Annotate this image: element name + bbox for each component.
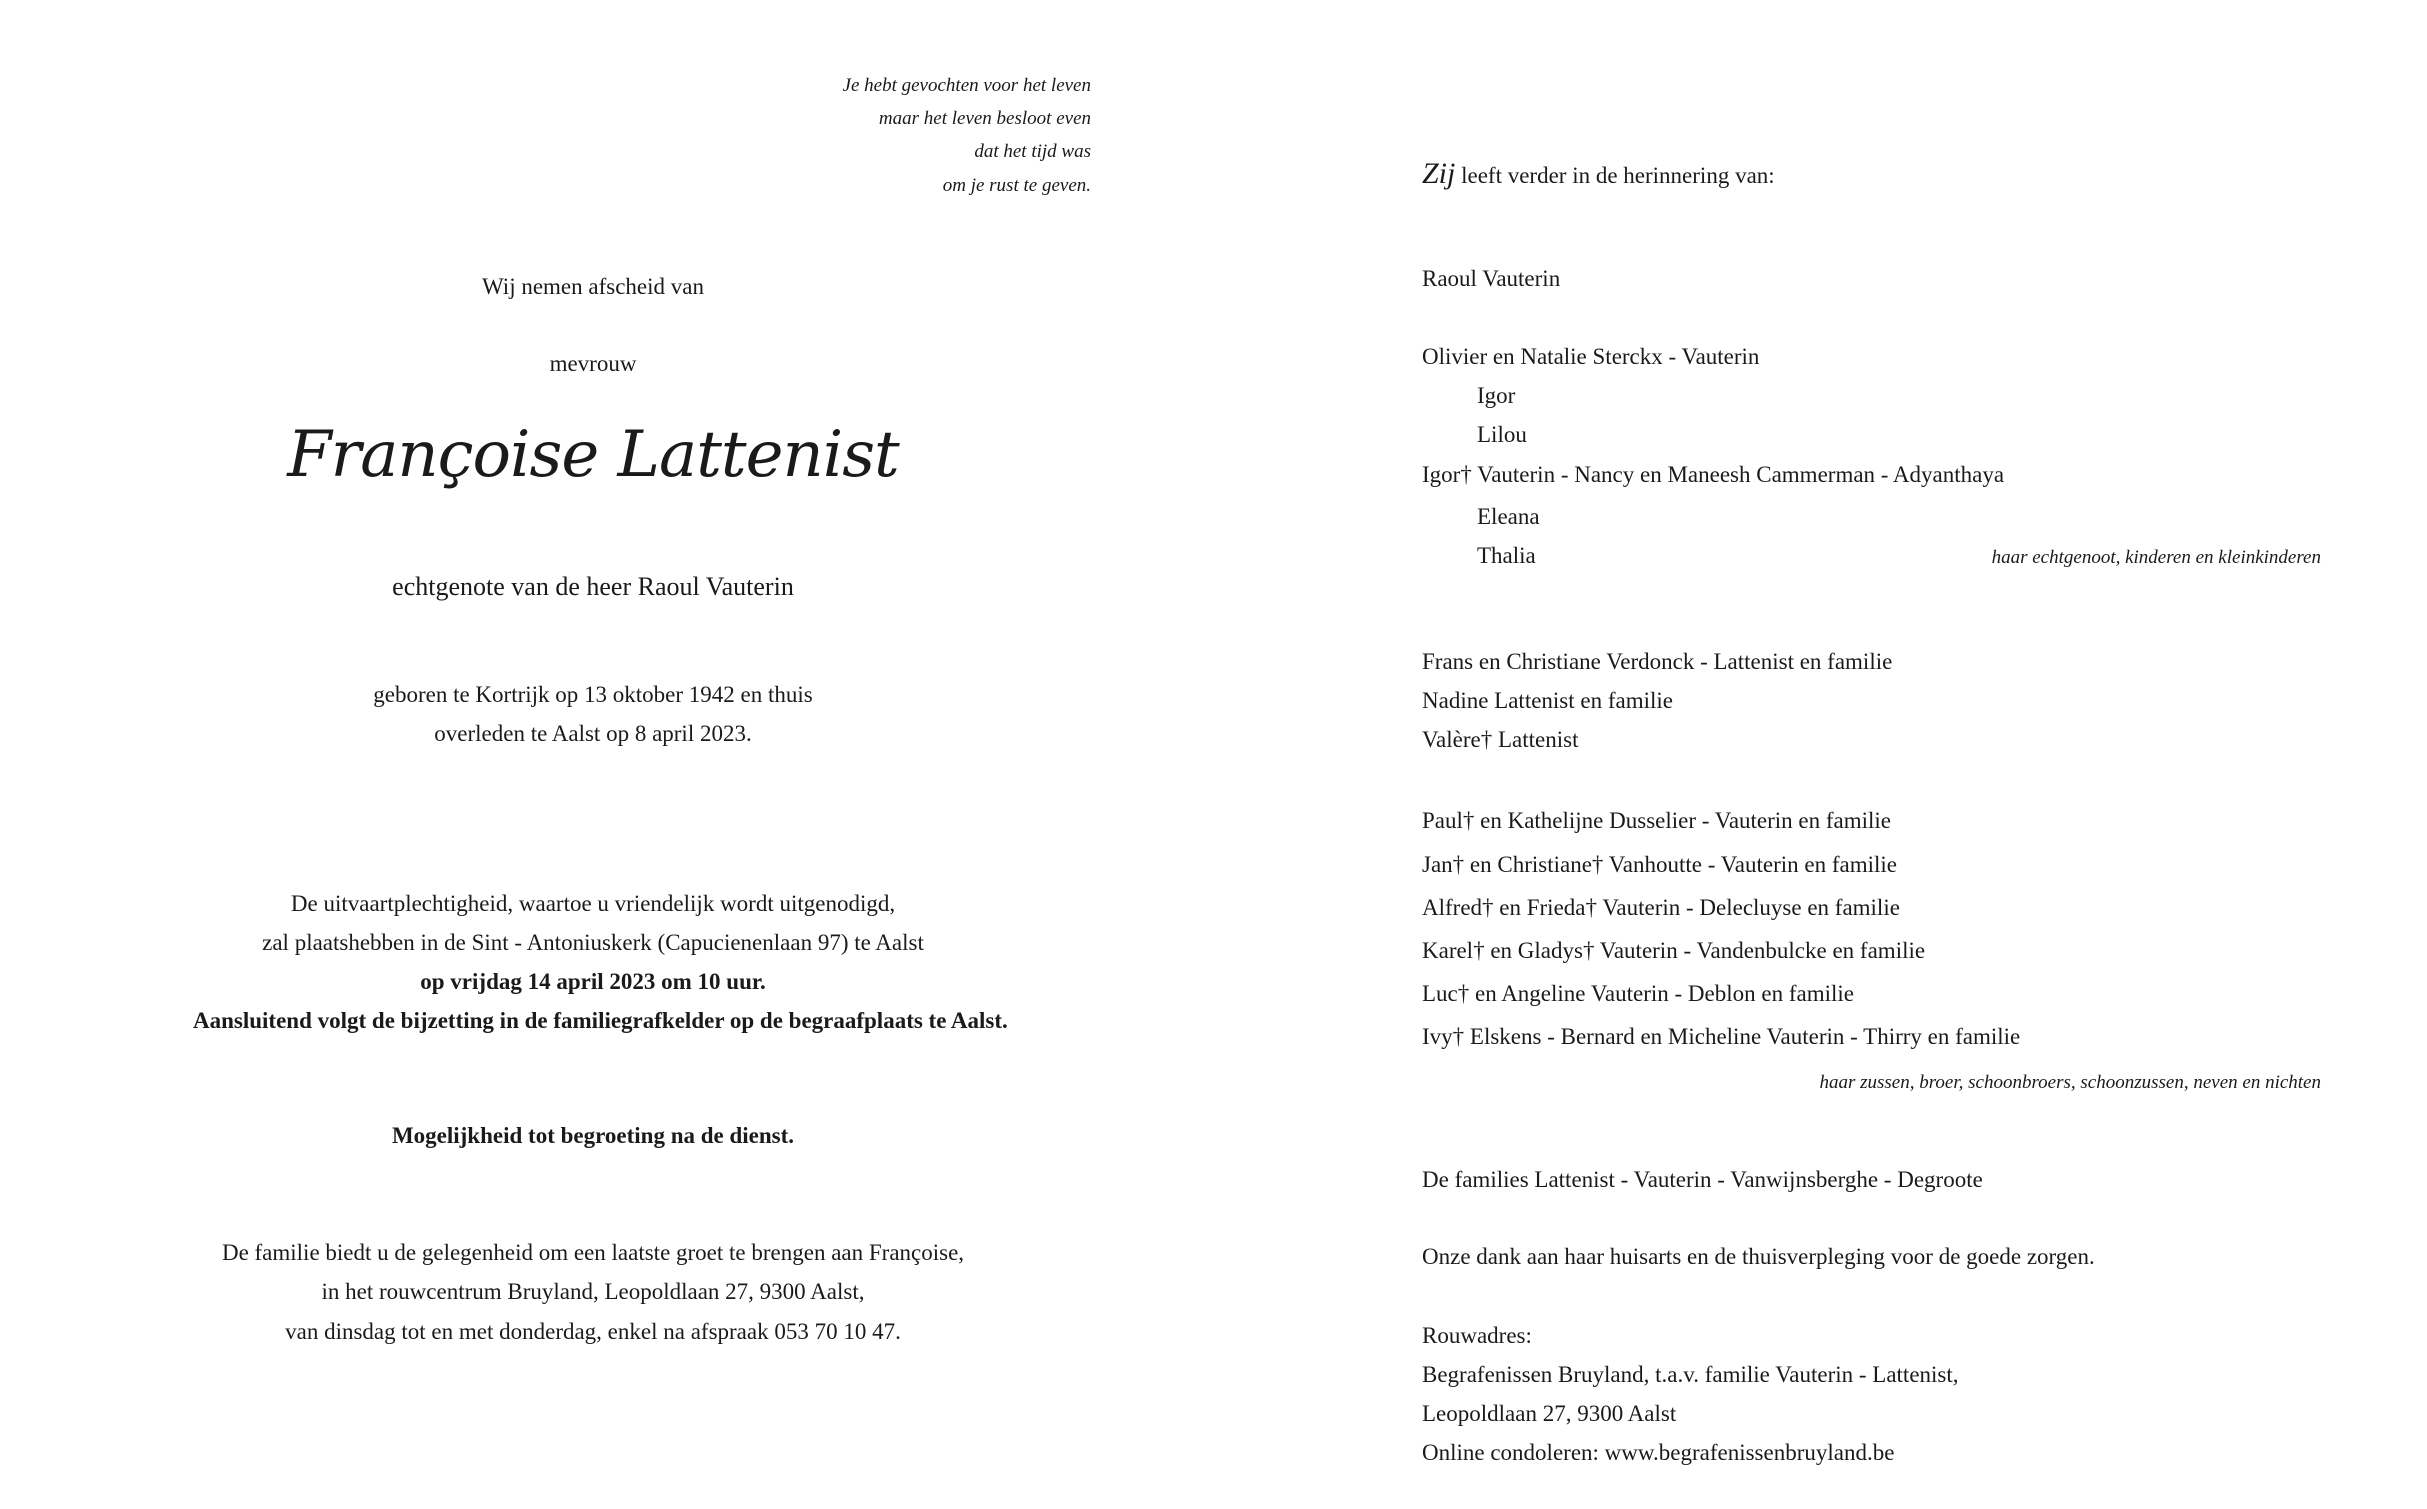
visit-line: in het rouwcentrum Bruyland, Leopoldlaan 27, 9300 Aalst, — [321, 1279, 865, 1304]
intro-text: leeft verder in de herinnering van: — [1461, 163, 1775, 188]
sibling-line: Valère† Lattenist — [1422, 727, 1579, 752]
spouse-text: echtgenote van de heer Raoul Vauterin — [392, 572, 794, 601]
deceased-name: Françoise Lattenist — [287, 418, 899, 492]
funeral-line: De uitvaartplechtigheid, waartoe u vriendelijk wordt uitgenodigd, — [290, 891, 896, 916]
poem-line: dat het tijd was — [974, 141, 1091, 162]
family-line: Igor† Vauterin - Nancy en Maneesh Cammerman - Adyanthaya — [1422, 462, 2005, 487]
families-line: De families Lattenist - Vauterin - Vanwijnsberghe - Degroote — [1422, 1167, 1983, 1192]
family-line: Olivier en Natalie Sterckx - Vauterin — [1422, 344, 1760, 369]
group-note: haar echtgenoot, kinderen en kleinkinderen — [1991, 547, 2321, 568]
visit-line: van dinsdag tot en met donderdag, enkel na afspraak 053 70 10 47. — [285, 1319, 901, 1344]
burial-text: Aansluitend volgt de bijzetting in de familiegrafkelder op de begraafplaats te Aalst. — [193, 1008, 1008, 1033]
grandchild: Igor — [1477, 383, 1516, 408]
inlaw-line: Luc† en Angeline Vauterin - Deblon en familie — [1422, 981, 1854, 1006]
remembrance-intro — [1422, 157, 1775, 190]
grandchild: Eleana — [1477, 504, 1540, 529]
visit-line: De familie biedt u de gelegenheid om een laatste groet te brengen aan Françoise, — [221, 1240, 965, 1265]
sibling-line: Nadine Lattenist en familie — [1422, 688, 1673, 713]
grandchild: Thalia — [1477, 543, 1536, 568]
condolence-link[interactable]: Online condoleren: www.begrafenissenbruyland.be — [1422, 1440, 1895, 1465]
inlaw-line: Paul† en Kathelijne Dusselier - Vauterin en familie — [1422, 808, 1892, 833]
funeral-date: op vrijdag 14 april 2023 om 10 uur. — [420, 969, 766, 994]
thanks-line: Onze dank aan haar huisarts en de thuisverpleging voor de goede zorgen. — [1422, 1244, 2095, 1269]
poem-line: om je rust te geven. — [942, 175, 1091, 196]
address-label: Rouwadres: — [1422, 1323, 1532, 1348]
address-line: Begrafenissen Bruyland, t.a.v. familie Vauterin - Lattenist, — [1422, 1362, 1959, 1387]
inlaw-line: Jan† en Christiane† Vanhoutte - Vauterin en familie — [1422, 852, 1898, 877]
grandchild: Lilou — [1477, 422, 1527, 447]
died-text: overleden te Aalst op 8 april 2023. — [434, 721, 752, 746]
inlaw-line: Karel† en Gladys† Vauterin - Vandenbulcke en familie — [1422, 938, 1926, 963]
funeral-line: zal plaatshebben in de Sint - Antoniuskerk (Capucienenlaan 97) te Aalst — [262, 930, 924, 955]
spouse-name: Raoul Vauterin — [1422, 266, 1561, 291]
poem-line: Je hebt gevochten voor het leven — [842, 75, 1091, 96]
zij-script: Zij — [1422, 157, 1456, 190]
inlaw-line: Alfred† en Frieda† Vauterin - Delecluyse en familie — [1422, 895, 1900, 920]
greeting-text: Mogelijkheid tot begroeting na de dienst. — [391, 1123, 795, 1148]
address-line: Leopoldlaan 27, 9300 Aalst — [1422, 1401, 1677, 1426]
born-text: geboren te Kortrijk op 13 oktober 1942 en thuis — [373, 682, 813, 707]
title-text: mevrouw — [549, 351, 637, 376]
sibling-line: Frans en Christiane Verdonck - Lattenist en familie — [1422, 649, 1893, 674]
intro-text: Wij nemen afscheid van — [482, 274, 704, 299]
poem-line: maar het leven besloot even — [878, 108, 1091, 129]
inlaw-line: Ivy† Elskens - Bernard en Micheline Vauterin - Thirry en familie — [1422, 1024, 2021, 1049]
group-note: haar zussen, broer, schoonbroers, schoonzussen, neven en nichten — [1819, 1072, 2321, 1093]
